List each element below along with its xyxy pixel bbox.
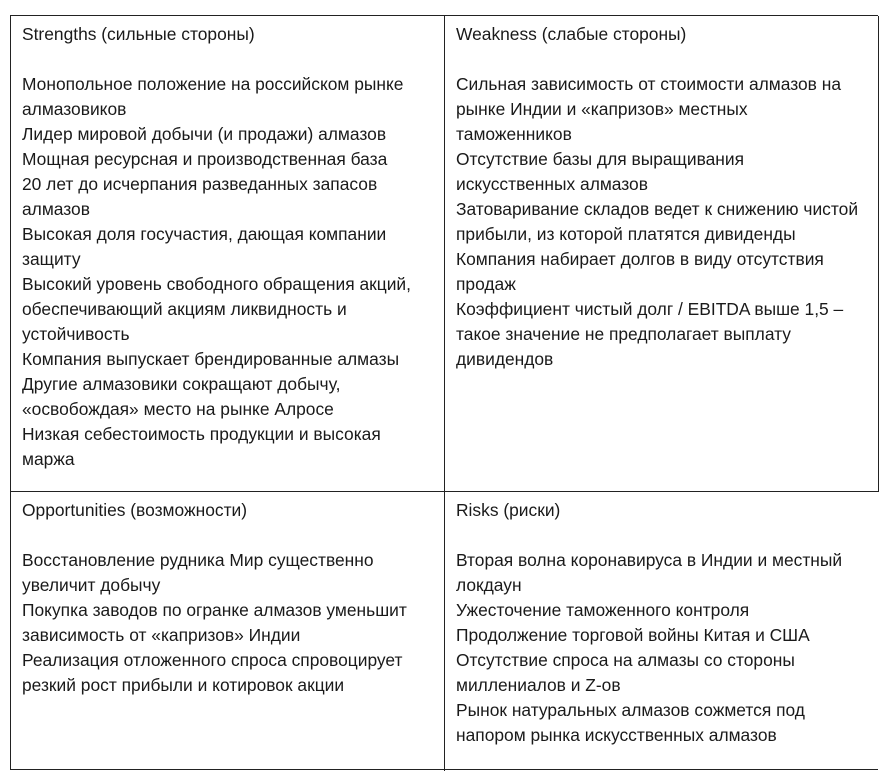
opportunities-item: Покупка заводов по огранке алмазов уменьшит зависимость от «капризов» Индии	[22, 600, 407, 645]
strengths-item: Мощная ресурсная и производственная база	[22, 149, 388, 169]
strengths-cell	[11, 16, 445, 492]
opportunities-title: Opportunities (возможности)	[22, 500, 248, 520]
risks-item: Продолжение торговой войны Китая и США	[456, 625, 810, 645]
risks-cell	[445, 492, 879, 771]
risks-item: Отсутствие спроса на алмазы со стороны миллениалов и Z-ов	[456, 650, 795, 695]
strengths-item: Низкая себестоимость продукции и высокая маржа	[22, 424, 381, 469]
swot-table	[10, 15, 878, 770]
strengths-item: Компания выпускает брендированные алмазы	[22, 349, 400, 369]
weakness-item: Коэффициент чистый долг / EBITDA выше 1,5 – такое значение не предполагает выплату дивидендов	[456, 299, 844, 369]
strengths-item: Монопольное положение на российском рынке алмазовиков	[22, 74, 404, 119]
risks-item: Ужесточение таможенного контроля	[456, 600, 750, 620]
strengths-item: Высокая доля госучастия, дающая компании защиту	[22, 224, 387, 269]
weakness-title: Weakness (слабые стороны)	[456, 24, 687, 44]
risks-item: Рынок натуральных алмазов сожмется под напором рынка искусственных алмазов	[456, 700, 805, 745]
strengths-item: Другие алмазовики сокращают добычу, «освобождая» место на рынке Алросе	[22, 374, 341, 419]
opportunities-cell	[11, 492, 445, 771]
risks-title: Risks (риски)	[456, 500, 561, 520]
weakness-item: Отсутствие базы для выращивания искусственных алмазов	[456, 149, 745, 194]
strengths-title: Strengths (сильные стороны)	[22, 24, 255, 44]
weakness-item: Сильная зависимость от стоимости алмазов на рынке Индии и «капризов» местных таможенников	[456, 74, 842, 144]
strengths-item: 20 лет до исчерпания разведанных запасов алмазов	[22, 174, 378, 219]
weakness-cell	[445, 16, 879, 492]
strengths-item: Высокий уровень свободного обращения акций, обеспечивающий акциям ликвидность и устойчивость	[22, 274, 411, 344]
opportunities-item: Реализация отложенного спроса спровоцирует резкий рост прибыли и котировок акции	[22, 650, 403, 695]
weakness-item: Компания набирает долгов в виду отсутствия продаж	[456, 249, 824, 294]
risks-item: Вторая волна коронавируса в Индии и местный локдаун	[456, 550, 843, 595]
opportunities-item: Восстановление рудника Мир существенно увеличит добычу	[22, 550, 374, 595]
strengths-item: Лидер мировой добычи (и продажи) алмазов	[22, 124, 387, 144]
weakness-item: Затоваривание складов ведет к снижению чистой прибыли, из которой платятся дивиденды	[456, 199, 859, 244]
